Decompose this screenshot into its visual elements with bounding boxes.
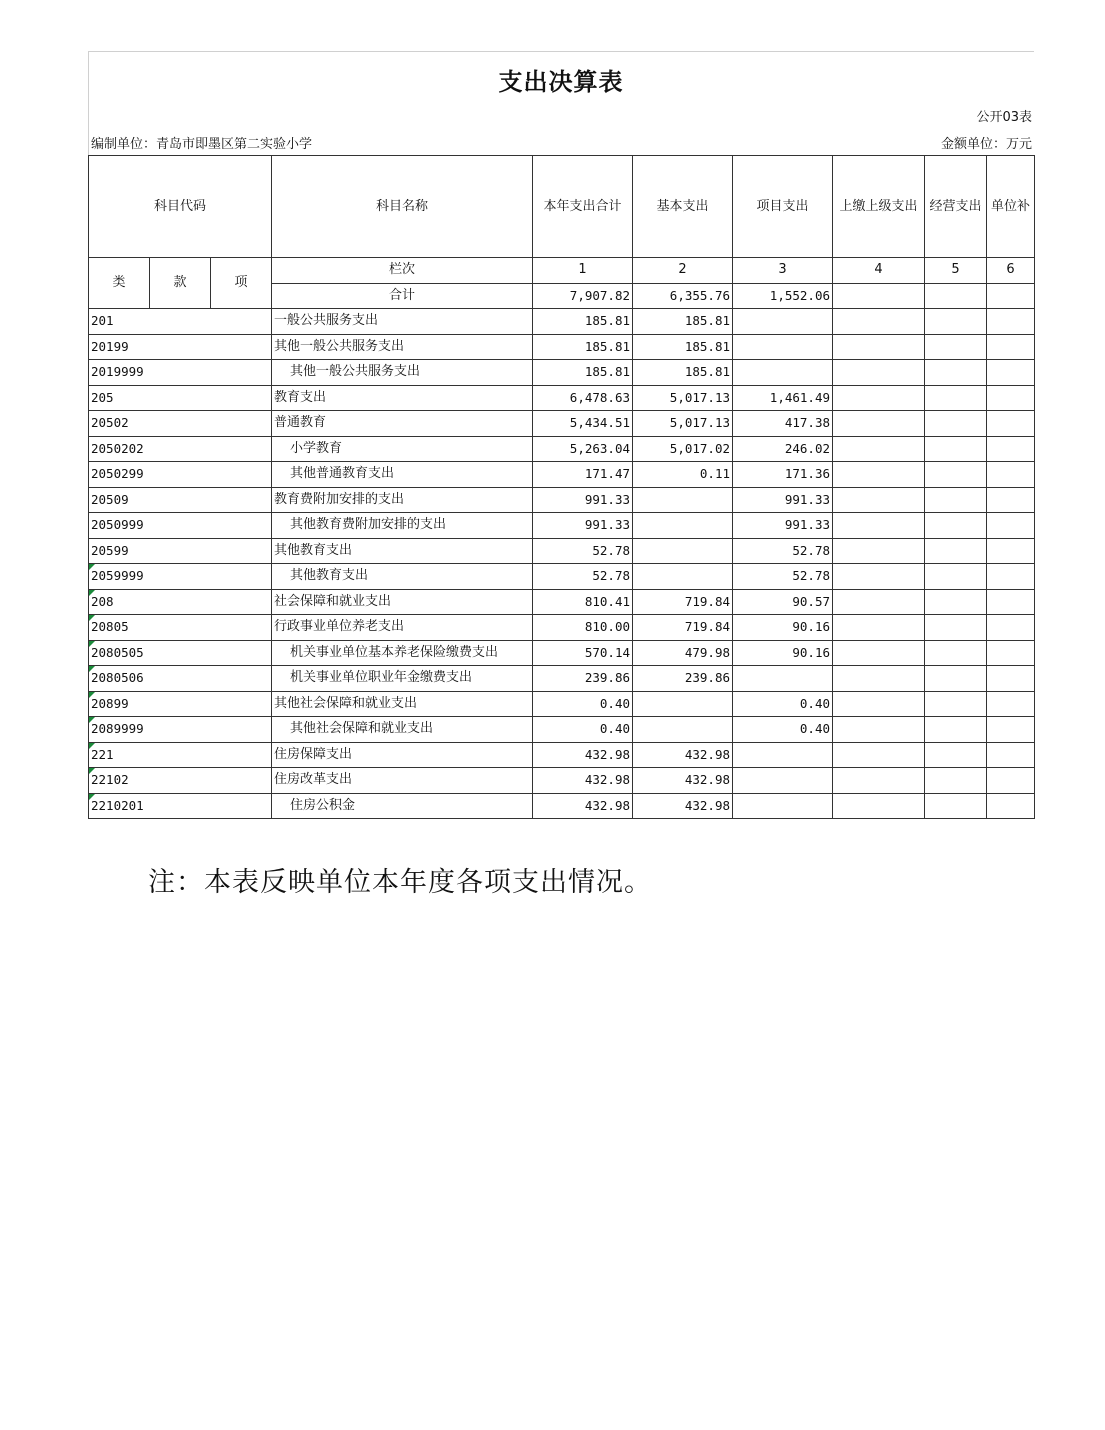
row-name: 社会保障和就业支出 xyxy=(272,589,533,615)
table-row xyxy=(89,564,1035,590)
row-code xyxy=(89,513,272,539)
total-subsidiary xyxy=(987,283,1035,309)
row-project: 171.36 xyxy=(733,462,833,488)
row-name: 其他教育费附加安排的支出 xyxy=(272,513,533,539)
row-basic: 719.84 xyxy=(633,589,733,615)
row-project: 991.33 xyxy=(733,513,833,539)
row-total: 432.98 xyxy=(533,768,633,794)
row-code xyxy=(89,768,272,794)
row-project: 90.16 xyxy=(733,615,833,641)
row-subsidiary xyxy=(987,615,1035,641)
header-upper: 上缴上级支出 xyxy=(833,156,925,258)
row-subsidiary xyxy=(987,411,1035,437)
expenditure-table xyxy=(88,155,1035,819)
row-code xyxy=(89,334,272,360)
row-business xyxy=(925,360,987,386)
row-basic: 5,017.02 xyxy=(633,436,733,462)
row-name: 其他普通教育支出 xyxy=(272,462,533,488)
row-upper xyxy=(833,360,925,386)
row-upper xyxy=(833,640,925,666)
cell-marker-icon xyxy=(89,768,95,774)
row-business xyxy=(925,768,987,794)
row-name: 其他社会保障和就业支出 xyxy=(272,691,533,717)
row-upper xyxy=(833,411,925,437)
row-basic: 5,017.13 xyxy=(633,411,733,437)
header-lei: 类 xyxy=(89,258,150,309)
table-row xyxy=(89,513,1035,539)
row-code-text: 2210201 xyxy=(91,797,144,813)
row-project: 991.33 xyxy=(733,487,833,513)
row-basic: 432.98 xyxy=(633,768,733,794)
row-subsidiary xyxy=(987,768,1035,794)
row-basic xyxy=(633,691,733,717)
col-number-5: 5 xyxy=(925,258,987,284)
row-total: 185.81 xyxy=(533,309,633,335)
row-project: 0.40 xyxy=(733,717,833,743)
row-subsidiary xyxy=(987,462,1035,488)
row-code-text: 2050299 xyxy=(91,466,144,482)
table-row xyxy=(89,717,1035,743)
row-total: 570.14 xyxy=(533,640,633,666)
row-subsidiary xyxy=(987,742,1035,768)
cell-marker-icon xyxy=(89,590,95,596)
cell-marker-icon xyxy=(89,794,95,800)
row-code-text: 201 xyxy=(91,313,114,329)
row-basic xyxy=(633,487,733,513)
row-code xyxy=(89,564,272,590)
row-business xyxy=(925,513,987,539)
row-total: 239.86 xyxy=(533,666,633,692)
row-upper xyxy=(833,538,925,564)
row-total: 0.40 xyxy=(533,717,633,743)
row-upper xyxy=(833,742,925,768)
row-name: 教育费附加安排的支出 xyxy=(272,487,533,513)
row-total: 6,478.63 xyxy=(533,385,633,411)
row-total: 0.40 xyxy=(533,691,633,717)
row-total: 5,263.04 xyxy=(533,436,633,462)
row-project: 246.02 xyxy=(733,436,833,462)
row-upper xyxy=(833,487,925,513)
table-row xyxy=(89,360,1035,386)
row-name: 一般公共服务支出 xyxy=(272,309,533,335)
row-upper xyxy=(833,615,925,641)
row-upper xyxy=(833,768,925,794)
row-subsidiary xyxy=(987,793,1035,819)
row-project: 0.40 xyxy=(733,691,833,717)
row-total: 810.00 xyxy=(533,615,633,641)
row-name: 其他社会保障和就业支出 xyxy=(272,717,533,743)
header-xiang: 项 xyxy=(211,258,272,309)
row-project xyxy=(733,742,833,768)
row-total: 810.41 xyxy=(533,589,633,615)
row-code xyxy=(89,589,272,615)
header-kuan: 款 xyxy=(150,258,211,309)
row-subsidiary xyxy=(987,436,1035,462)
row-name: 普通教育 xyxy=(272,411,533,437)
row-subsidiary xyxy=(987,513,1035,539)
row-name: 教育支出 xyxy=(272,385,533,411)
table-row xyxy=(89,385,1035,411)
table-row xyxy=(89,538,1035,564)
row-business xyxy=(925,589,987,615)
row-business xyxy=(925,793,987,819)
row-basic: 185.81 xyxy=(633,309,733,335)
header-code: 科目代码 xyxy=(89,156,272,258)
row-code-text: 20805 xyxy=(91,619,129,635)
row-total: 171.47 xyxy=(533,462,633,488)
row-total: 52.78 xyxy=(533,538,633,564)
cell-marker-icon xyxy=(89,666,95,672)
header-lanci: 栏次 xyxy=(272,258,533,284)
row-subsidiary xyxy=(987,666,1035,692)
row-basic xyxy=(633,717,733,743)
row-code-text: 20502 xyxy=(91,415,129,431)
row-code xyxy=(89,717,272,743)
row-business xyxy=(925,487,987,513)
row-code xyxy=(89,640,272,666)
header-row xyxy=(89,156,1035,258)
row-basic xyxy=(633,564,733,590)
row-upper xyxy=(833,309,925,335)
row-basic: 432.98 xyxy=(633,742,733,768)
row-project: 90.16 xyxy=(733,640,833,666)
row-basic: 432.98 xyxy=(633,793,733,819)
row-project: 52.78 xyxy=(733,564,833,590)
cell-marker-icon xyxy=(89,717,95,723)
row-business xyxy=(925,411,987,437)
row-code-text: 20509 xyxy=(91,491,129,507)
row-subsidiary xyxy=(987,538,1035,564)
row-name: 小学教育 xyxy=(272,436,533,462)
table-note: 注：本表反映单位本年度各项支出情况。 xyxy=(148,867,652,898)
header-basic: 基本支出 xyxy=(633,156,733,258)
cell-marker-icon xyxy=(89,615,95,621)
row-upper xyxy=(833,462,925,488)
total-project: 1,552.06 xyxy=(733,283,833,309)
row-code-text: 205 xyxy=(91,389,114,405)
row-upper xyxy=(833,691,925,717)
total-label: 合计 xyxy=(272,283,533,309)
row-code-text: 2019999 xyxy=(91,364,144,380)
row-project xyxy=(733,768,833,794)
cell-marker-icon xyxy=(89,743,95,749)
row-code-text: 2050999 xyxy=(91,517,144,533)
header-subsidiary: 单位补 xyxy=(987,156,1035,258)
row-upper xyxy=(833,564,925,590)
row-project xyxy=(733,793,833,819)
row-business xyxy=(925,385,987,411)
row-code xyxy=(89,666,272,692)
row-project: 417.38 xyxy=(733,411,833,437)
row-code xyxy=(89,385,272,411)
row-business xyxy=(925,436,987,462)
row-subsidiary xyxy=(987,360,1035,386)
amount-unit: 金额单位：万元 xyxy=(940,137,1032,152)
table-row xyxy=(89,768,1035,794)
row-code xyxy=(89,411,272,437)
row-total: 185.81 xyxy=(533,360,633,386)
row-business xyxy=(925,564,987,590)
row-code xyxy=(89,309,272,335)
row-basic: 5,017.13 xyxy=(633,385,733,411)
table-row xyxy=(89,615,1035,641)
row-project xyxy=(733,666,833,692)
col-number-2: 2 xyxy=(633,258,733,284)
row-code xyxy=(89,615,272,641)
table-row xyxy=(89,487,1035,513)
row-code xyxy=(89,462,272,488)
row-basic xyxy=(633,513,733,539)
row-basic: 185.81 xyxy=(633,360,733,386)
row-project: 52.78 xyxy=(733,538,833,564)
total-business xyxy=(925,283,987,309)
header-business: 经营支出 xyxy=(925,156,987,258)
col-number-4: 4 xyxy=(833,258,925,284)
row-name: 机关事业单位职业年金缴费支出 xyxy=(272,666,533,692)
row-code-text: 22102 xyxy=(91,772,129,788)
table-row xyxy=(89,793,1035,819)
row-name: 其他一般公共服务支出 xyxy=(272,334,533,360)
table-row xyxy=(89,742,1035,768)
page-title: 支出决算表 xyxy=(498,68,624,96)
row-business xyxy=(925,462,987,488)
row-upper xyxy=(833,589,925,615)
header-project: 项目支出 xyxy=(733,156,833,258)
row-subsidiary xyxy=(987,717,1035,743)
row-business xyxy=(925,666,987,692)
row-basic: 185.81 xyxy=(633,334,733,360)
row-project xyxy=(733,360,833,386)
table-row xyxy=(89,334,1035,360)
row-project xyxy=(733,309,833,335)
row-subsidiary xyxy=(987,309,1035,335)
row-business xyxy=(925,691,987,717)
total-upper xyxy=(833,283,925,309)
row-upper xyxy=(833,385,925,411)
form-number: 公开03表 xyxy=(976,110,1032,125)
row-business xyxy=(925,717,987,743)
column-number-row xyxy=(89,258,1035,284)
row-total: 52.78 xyxy=(533,564,633,590)
row-total: 991.33 xyxy=(533,513,633,539)
row-upper xyxy=(833,334,925,360)
row-project: 1,461.49 xyxy=(733,385,833,411)
row-code-text: 2080506 xyxy=(91,670,144,686)
total-total: 7,907.82 xyxy=(533,283,633,309)
row-basic xyxy=(633,538,733,564)
total-basic: 6,355.76 xyxy=(633,283,733,309)
table-row xyxy=(89,691,1035,717)
row-subsidiary xyxy=(987,564,1035,590)
row-name: 机关事业单位基本养老保险缴费支出 xyxy=(272,640,533,666)
row-project xyxy=(733,334,833,360)
row-business xyxy=(925,334,987,360)
row-code-text: 2089999 xyxy=(91,721,144,737)
col-number-6: 6 xyxy=(987,258,1035,284)
row-basic: 479.98 xyxy=(633,640,733,666)
top-rule xyxy=(88,51,1034,52)
row-total: 432.98 xyxy=(533,742,633,768)
row-project: 90.57 xyxy=(733,589,833,615)
row-code-text: 2080505 xyxy=(91,644,144,660)
row-code xyxy=(89,742,272,768)
row-code-text: 208 xyxy=(91,593,114,609)
row-total: 432.98 xyxy=(533,793,633,819)
row-name: 其他教育支出 xyxy=(272,538,533,564)
table-row xyxy=(89,589,1035,615)
row-business xyxy=(925,640,987,666)
row-code xyxy=(89,538,272,564)
row-business xyxy=(925,615,987,641)
row-code xyxy=(89,436,272,462)
row-total: 185.81 xyxy=(533,334,633,360)
row-name: 其他教育支出 xyxy=(272,564,533,590)
row-total: 5,434.51 xyxy=(533,411,633,437)
row-upper xyxy=(833,513,925,539)
row-code xyxy=(89,691,272,717)
table-row xyxy=(89,436,1035,462)
row-business xyxy=(925,309,987,335)
col-number-3: 3 xyxy=(733,258,833,284)
row-code-text: 2050202 xyxy=(91,440,144,456)
row-code-text: 20899 xyxy=(91,695,129,711)
row-code xyxy=(89,487,272,513)
row-business xyxy=(925,538,987,564)
table-row xyxy=(89,411,1035,437)
table-row xyxy=(89,666,1035,692)
row-upper xyxy=(833,436,925,462)
row-basic: 239.86 xyxy=(633,666,733,692)
table-row xyxy=(89,640,1035,666)
header-name: 科目名称 xyxy=(272,156,533,258)
cell-marker-icon xyxy=(89,641,95,647)
row-code xyxy=(89,360,272,386)
row-subsidiary xyxy=(987,487,1035,513)
row-code xyxy=(89,793,272,819)
row-business xyxy=(925,742,987,768)
row-name: 其他一般公共服务支出 xyxy=(272,360,533,386)
row-upper xyxy=(833,666,925,692)
row-code-text: 221 xyxy=(91,746,114,762)
row-subsidiary xyxy=(987,589,1035,615)
row-name: 住房公积金 xyxy=(272,793,533,819)
row-subsidiary xyxy=(987,640,1035,666)
col-number-1: 1 xyxy=(533,258,633,284)
row-upper xyxy=(833,717,925,743)
row-basic: 719.84 xyxy=(633,615,733,641)
table-row xyxy=(89,462,1035,488)
row-name: 住房保障支出 xyxy=(272,742,533,768)
row-code-text: 20599 xyxy=(91,542,129,558)
cell-marker-icon xyxy=(89,692,95,698)
table-row xyxy=(89,309,1035,335)
row-subsidiary xyxy=(987,691,1035,717)
row-code-text: 20199 xyxy=(91,338,129,354)
row-subsidiary xyxy=(987,385,1035,411)
row-upper xyxy=(833,793,925,819)
row-basic: 0.11 xyxy=(633,462,733,488)
reporting-unit: 编制单位：青岛市即墨区第二实验小学 xyxy=(91,137,313,152)
row-name: 行政事业单位养老支出 xyxy=(272,615,533,641)
row-code-text: 2059999 xyxy=(91,568,144,584)
header-total: 本年支出合计 xyxy=(533,156,633,258)
row-subsidiary xyxy=(987,334,1035,360)
row-name: 住房改革支出 xyxy=(272,768,533,794)
row-total: 991.33 xyxy=(533,487,633,513)
cell-marker-icon xyxy=(89,564,95,570)
